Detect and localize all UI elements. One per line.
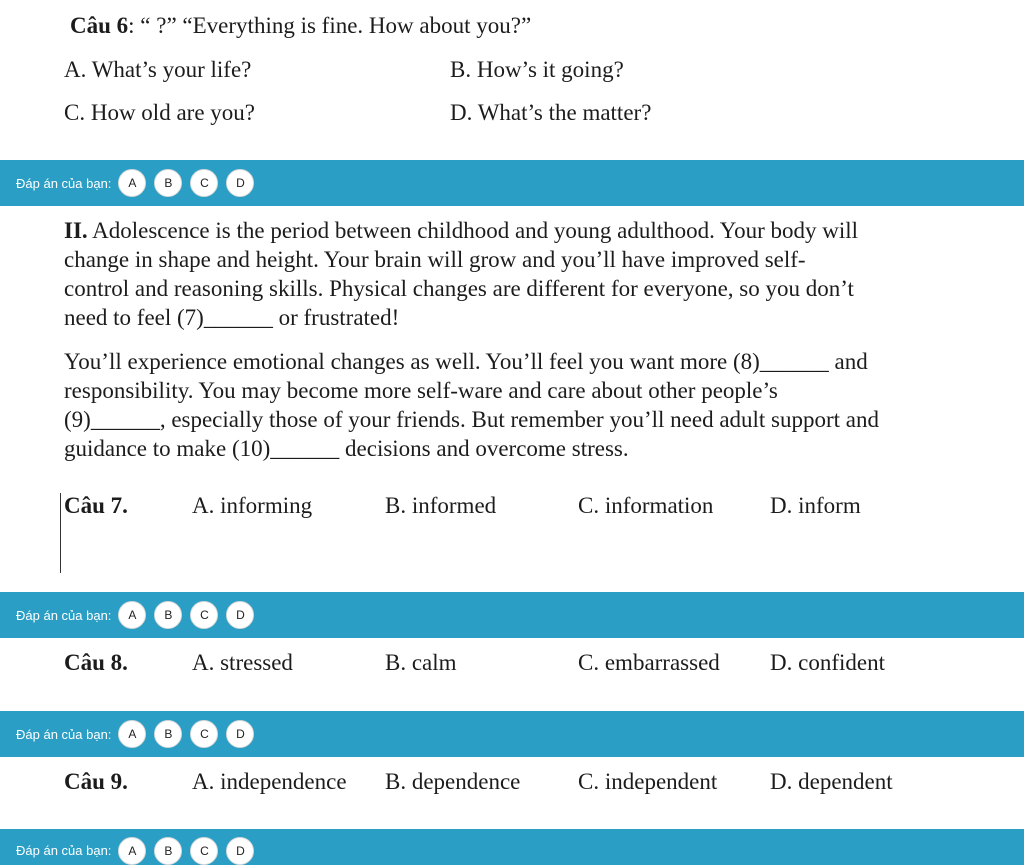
question-8-option-a: A. stressed	[192, 650, 293, 675]
question-7-option-c: C. information	[578, 493, 714, 518]
question-9-option-b: B. dependence	[385, 769, 521, 794]
question-6-option-a: A. What’s your life?	[64, 57, 252, 82]
answer-option-d-button[interactable]: D	[226, 837, 254, 865]
answer-option-c-button[interactable]: C	[190, 720, 218, 748]
answer-option-a-button[interactable]: A	[118, 169, 146, 197]
question-6-option-d: D. What’s the matter?	[450, 100, 652, 125]
question-6-text: : “ ?” “Everything is fine. How about you?”	[128, 13, 532, 38]
answer-bar-label: Đáp án của bạn:	[16, 726, 112, 742]
answer-option-b-button[interactable]: B	[154, 169, 182, 197]
answer-option-d-button[interactable]: D	[226, 169, 254, 197]
answer-option-c-button[interactable]: C	[190, 169, 218, 197]
question-9-option-a: A. independence	[192, 769, 347, 794]
answer-option-d-button[interactable]: D	[226, 720, 254, 748]
answer-bar-label: Đáp án của bạn:	[16, 607, 112, 623]
answer-option-a-button[interactable]: A	[118, 601, 146, 629]
question-8-option-c: C. embarrassed	[578, 650, 720, 675]
passage-line: II. Adolescence is the period between childhood and young adulthood. Your body will	[64, 218, 859, 243]
reading-passage-paragraph-2	[64, 347, 964, 463]
passage-line: You’ll experience emotional changes as well. You’ll feel you want more (8)______ and	[64, 349, 868, 374]
answer-bar-q8	[0, 711, 1024, 757]
question-6-option-c: C. How old are you?	[64, 100, 255, 125]
passage-line: need to feel (7)______ or frustrated!	[64, 305, 400, 330]
passage-heading: II.	[64, 218, 88, 243]
question-9-option-c: C. independent	[578, 769, 718, 794]
question-8-option-b: B. calm	[385, 650, 457, 675]
answer-option-c-button[interactable]: C	[190, 601, 218, 629]
answer-bar-label: Đáp án của bạn:	[16, 843, 112, 858]
answer-option-b-button[interactable]: B	[154, 601, 182, 629]
text-cursor-line	[60, 493, 61, 573]
passage-line: responsibility. You may become more self-ware and care about other people’s	[64, 378, 778, 403]
answer-option-b-button[interactable]: B	[154, 720, 182, 748]
reading-passage-paragraph-1	[64, 216, 964, 332]
question-7-option-b: B. informed	[385, 493, 497, 518]
question-8-option-d: D. confident	[770, 650, 885, 675]
passage-line: change in shape and height. Your brain will grow and you’ll have improved self-	[64, 247, 806, 272]
answer-option-a-button[interactable]: A	[118, 837, 146, 865]
question-7-number: Câu 7.	[64, 493, 128, 518]
question-7-option-a: A. informing	[192, 493, 313, 518]
passage-line: guidance to make (10)______ decisions and overcome stress.	[64, 436, 629, 461]
passage-line: control and reasoning skills. Physical changes are different for everyone, so you don’t	[64, 276, 854, 301]
question-9-number: Câu 9.	[64, 769, 128, 794]
answer-bar-q7	[0, 592, 1024, 638]
question-6-number: Câu 6	[70, 13, 129, 38]
question-6-option-b: B. How’s it going?	[450, 57, 624, 82]
question-8-number: Câu 8.	[64, 650, 128, 675]
question-6-prompt	[70, 14, 531, 37]
passage-line: (9)______, especially those of your friends. But remember you’ll need adult support and	[64, 407, 880, 432]
answer-option-a-button[interactable]: A	[118, 720, 146, 748]
question-9-option-d: D. dependent	[770, 769, 893, 794]
answer-option-c-button[interactable]: C	[190, 837, 218, 865]
answer-bar-q6	[0, 160, 1024, 206]
question-7-option-d: D. inform	[770, 493, 861, 518]
answer-option-d-button[interactable]: D	[226, 601, 254, 629]
answer-bar-label: Đáp án của bạn:	[16, 175, 112, 191]
answer-option-b-button[interactable]: B	[154, 837, 182, 865]
answer-bar-q9	[0, 829, 1024, 865]
